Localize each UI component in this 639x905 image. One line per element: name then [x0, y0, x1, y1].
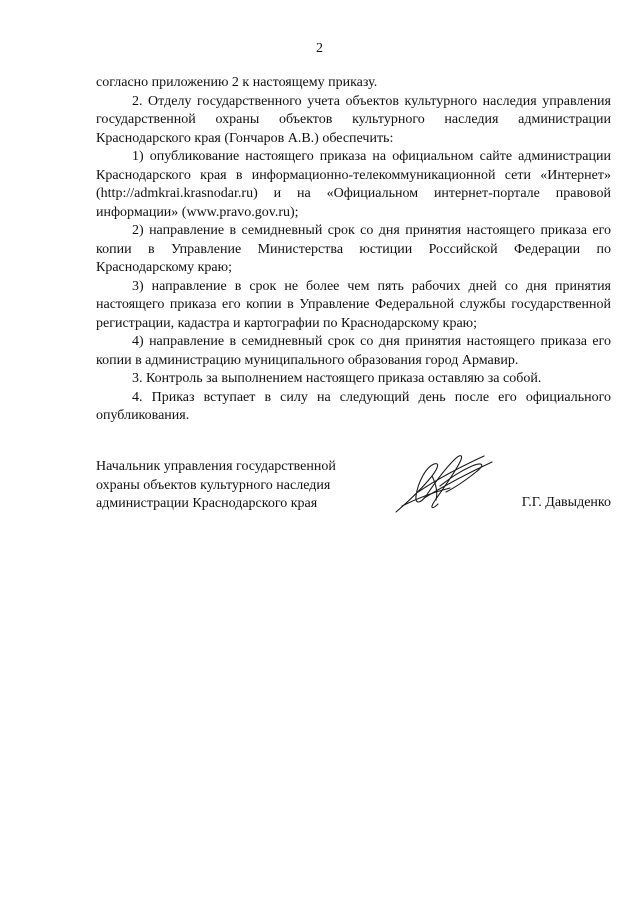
handwritten-signature-icon [388, 446, 506, 522]
paragraph-continuation: согласно приложению 2 к настоящему приказу. [96, 75, 378, 90]
order-text [96, 74, 611, 426]
paragraph-item-2: 2. Отделу государственного учета объектов культурного наследия управления государственной охраны объектов культурного наследия администрации Краснодарского края (Гончаров А.В.) обеспечить: [96, 93, 611, 146]
position-line-1: Начальник управления государственной [96, 459, 336, 474]
position-line-2: охраны объектов культурного наследия [96, 477, 331, 493]
paragraph-item-4: 4. Приказ вступает в силу на следующий день после его официального опубликования. [96, 389, 611, 423]
position-line-3: администрации Краснодарского края [96, 496, 318, 511]
paragraph-item-3: 3. Контроль за выполнением настоящего приказа оставляю за собой. [132, 371, 542, 386]
signer-name: Г.Г. Давыденко [521, 495, 611, 510]
page-number: 2 [316, 41, 323, 56]
signatory-position [96, 458, 336, 514]
paragraph-subitem-2: 2) направление в семидневный срок со дня принятия настоящего приказа его копии в Управление Министерства юстиции Российской Федерации по Краснодарскому краю; [96, 223, 611, 275]
paragraph-subitem-1: 1) опубликование настоящего приказа на официальном сайте администрации Краснодарского края в информационно-телекоммуникационной сети «Интернет» (http://admkrai.krasnodar.ru) и на «Официальном интернет-портале правовой информации» (www.pravo.gov.ru); [96, 149, 611, 220]
paragraph-subitem-4: 4) направление в семидневный срок со дня принятия настоящего приказа его копии в администрацию муниципального образования город Армавир. [96, 334, 611, 368]
paragraph-subitem-3: 3) направление в срок не более чем пять рабочих дней со дня принятия настоящего приказа его копии в Управление Федеральной службы государственной регистрации, кадастра и картографии по Краснодарскому краю; [96, 278, 611, 331]
